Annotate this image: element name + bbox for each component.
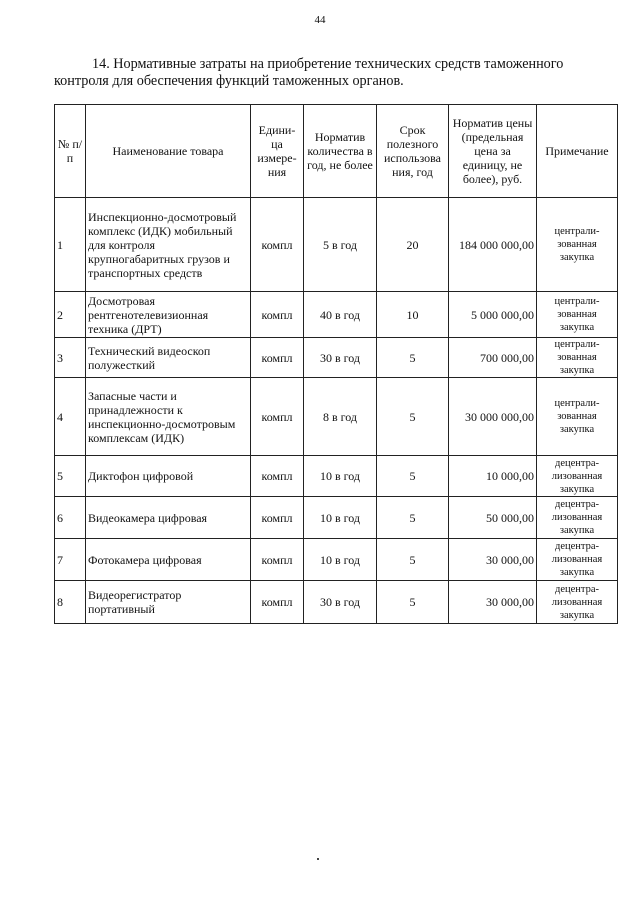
table-row (55, 198, 618, 292)
scan-speck (317, 858, 319, 860)
table-header-row (55, 105, 618, 198)
cell-num: 1 (55, 198, 86, 292)
cell-price: 30 000,00 (449, 539, 537, 581)
table-row (55, 581, 618, 624)
cell-price: 5 000 000,00 (449, 292, 537, 338)
cell-name: Диктофон цифровой (86, 456, 251, 497)
cell-name: Технический видеоскоп полужесткий (86, 338, 251, 378)
cell-num: 4 (55, 378, 86, 456)
cell-unit: компл (251, 456, 304, 497)
cell-num: 3 (55, 338, 86, 378)
cell-qty: 30 в год (304, 338, 377, 378)
cell-price: 700 000,00 (449, 338, 537, 378)
cell-name: Фотокамера цифровая (86, 539, 251, 581)
cell-qty: 10 в год (304, 456, 377, 497)
heading-line-2: контроля для обеспечения функций таможенных органов. (54, 73, 404, 89)
cell-unit: компл (251, 581, 304, 624)
cell-life: 5 (377, 539, 449, 581)
cell-qty: 5 в год (304, 198, 377, 292)
table-row (55, 539, 618, 581)
header-life: Срок полезного использова ния, год (377, 105, 449, 198)
cell-qty: 10 в год (304, 497, 377, 539)
cell-qty: 10 в год (304, 539, 377, 581)
header-price: Норматив цены (предельная цена за единицу, не более), руб. (449, 105, 537, 198)
cell-name: Инспекционно-досмотровый комплекс (ИДК) мобильный для контроля крупногабаритных грузов и транспортных средств (86, 198, 251, 292)
section-heading (54, 56, 614, 90)
cell-name: Видеокамера цифровая (86, 497, 251, 539)
table-row (55, 338, 618, 378)
cell-name: Видеорегистратор портативный (86, 581, 251, 624)
header-num: № п/п (55, 105, 86, 198)
cell-life: 5 (377, 581, 449, 624)
cell-price: 50 000,00 (449, 497, 537, 539)
cell-price: 184 000 000,00 (449, 198, 537, 292)
cell-qty: 8 в год (304, 378, 377, 456)
cell-note: централи-зованная закупка (537, 378, 618, 456)
cell-life: 5 (377, 338, 449, 378)
header-note: Примечание (537, 105, 618, 198)
page-number: 44 (314, 14, 326, 26)
cell-note: децентра-лизованная закупка (537, 539, 618, 581)
cell-qty: 30 в год (304, 581, 377, 624)
table-row (55, 378, 618, 456)
cell-unit: компл (251, 539, 304, 581)
cell-price: 30 000,00 (449, 581, 537, 624)
heading-line-1: 14. Нормативные затраты на приобретение технических средств таможенного (92, 56, 564, 72)
table-row (55, 456, 618, 497)
cell-life: 20 (377, 198, 449, 292)
cell-life: 5 (377, 456, 449, 497)
cell-price: 10 000,00 (449, 456, 537, 497)
header-unit: Едини-ца измере-ния (251, 105, 304, 198)
cell-note: децентра-лизованная закупка (537, 581, 618, 624)
cell-qty: 40 в год (304, 292, 377, 338)
cell-life: 5 (377, 378, 449, 456)
cell-note: децентра-лизованная закупка (537, 456, 618, 497)
cell-price: 30 000 000,00 (449, 378, 537, 456)
cell-unit: компл (251, 378, 304, 456)
cell-life: 5 (377, 497, 449, 539)
cell-num: 2 (55, 292, 86, 338)
cell-unit: компл (251, 497, 304, 539)
cell-num: 5 (55, 456, 86, 497)
cell-unit: компл (251, 338, 304, 378)
cell-num: 7 (55, 539, 86, 581)
cell-note: децентра-лизованная закупка (537, 497, 618, 539)
header-qty: Норматив количества в год, не более (304, 105, 377, 198)
cell-num: 6 (55, 497, 86, 539)
cell-note: централи-зованная закупка (537, 292, 618, 338)
table-row (55, 497, 618, 539)
cell-name: Запасные части и принадлежности к инспекционно-досмотровым комплексам (ИДК) (86, 378, 251, 456)
cell-unit: компл (251, 292, 304, 338)
cell-note: централи-зованная закупка (537, 338, 618, 378)
cell-life: 10 (377, 292, 449, 338)
table-row (55, 292, 618, 338)
norms-table (54, 104, 618, 624)
cell-name: Досмотровая рентгенотелевизионная техника (ДРТ) (86, 292, 251, 338)
cell-num: 8 (55, 581, 86, 624)
header-name: Наименование товара (86, 105, 251, 198)
cell-note: централи-зованная закупка (537, 198, 618, 292)
cell-unit: компл (251, 198, 304, 292)
